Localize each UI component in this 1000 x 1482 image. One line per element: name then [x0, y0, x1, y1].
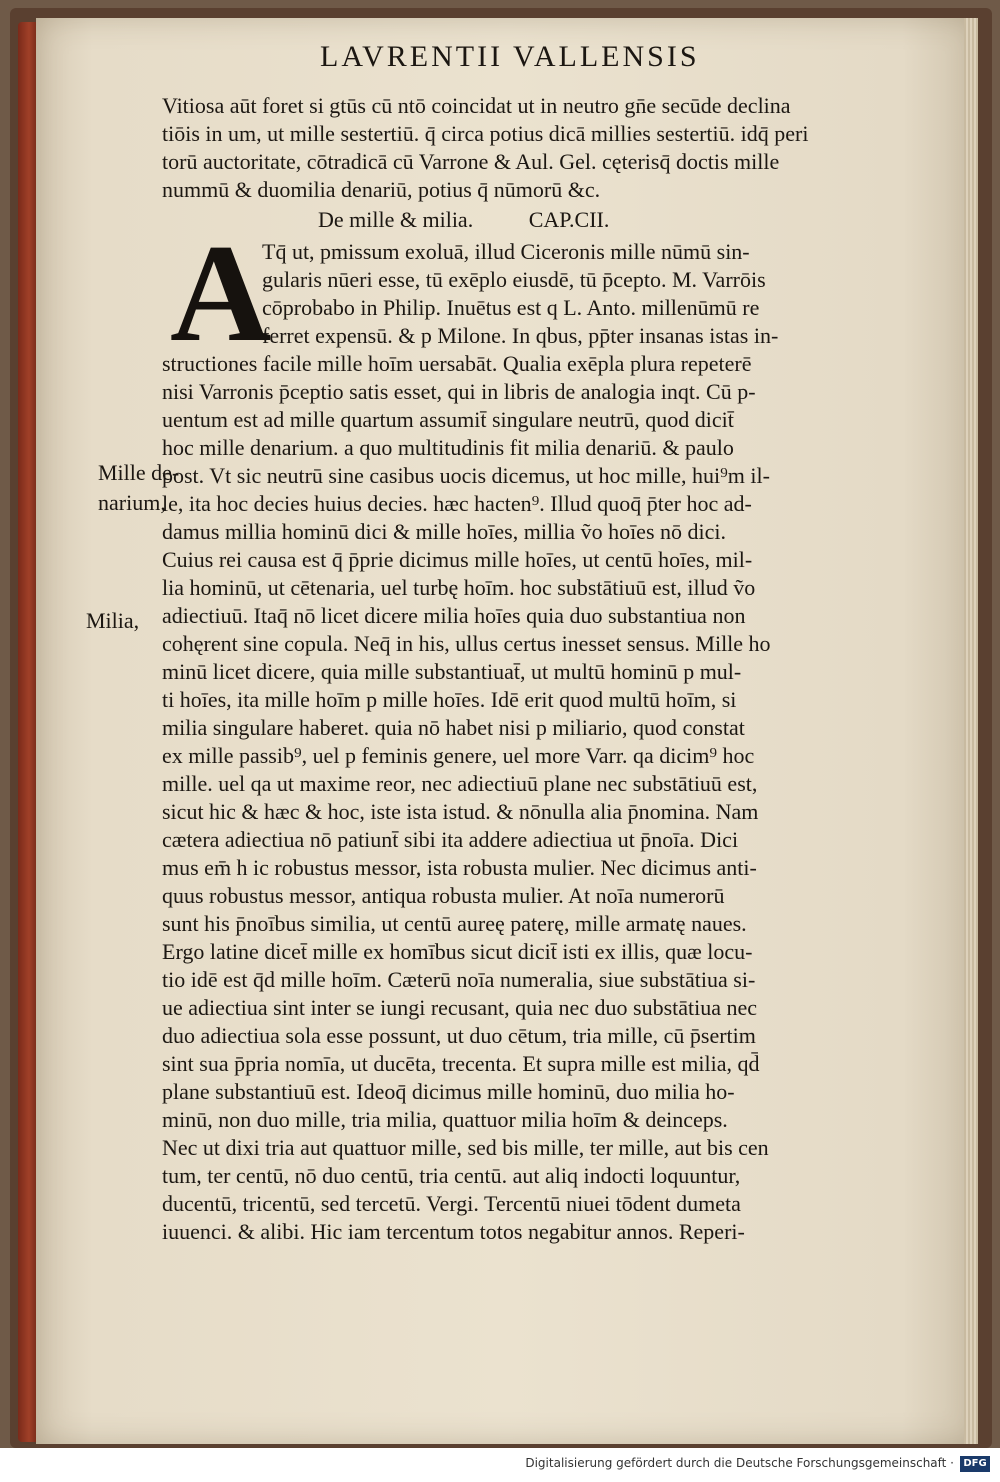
dfg-logo: DFG — [960, 1456, 990, 1472]
margin-note-line: Mille de- — [98, 460, 180, 485]
text-line: Cuius rei causa est q̄ p̄prie dicimus mille hoīes, ut centū hoīes, mil- — [162, 547, 753, 572]
text-line: uentum est ad mille quartum assumit̄ singulare neutrū, quod dicit̄ — [162, 407, 734, 432]
text-line: structiones facile mille hoīm uersabāt. Qualia exēpla plura repeterē — [162, 351, 752, 376]
text-line: milia singulare haberet. quia nō habet nisi p miliario, quod constat — [162, 715, 745, 740]
text-line: damus millia hominū dici & mille hoīes, millia ṽo hoīes nō dici. — [162, 519, 726, 544]
text-line: tum, ter centū, nō duo centū, tria centū. aut aliq indocti loquuntur, — [162, 1163, 741, 1188]
chapter-number: CAP.CII. — [528, 207, 610, 232]
text-line: ti hoīes, ita mille hoīm p mille hoīes. Idē erit quod multū hoīm, si — [162, 687, 737, 712]
text-line: nummū & duomilia denariū, potius q̄ nūmorū &c. — [162, 177, 601, 202]
text-line: gularis nūeri esse, tū exēplo eiusdē, tū p̄cepto. M. Varrōis — [262, 267, 766, 292]
text-line: cohęrent sine copula. Neq̄ in his, ullus certus inesset sensus. Mille ho — [162, 631, 771, 656]
digitization-footer — [0, 1448, 1000, 1482]
text-line: Nec ut dixi tria aut quattuor mille, sed bis mille, ter mille, aut bis cen — [162, 1135, 769, 1160]
running-head: LAVRENTII VALLENSIS — [320, 40, 700, 73]
main-text-block — [162, 92, 932, 1246]
text-line: plane substantiuū est. Ideoq̄ dicimus mille hominū, duo milia ho- — [162, 1079, 735, 1104]
text-line: lia hominū, ut cētenaria, uel turbę hoīm. hoc substātiuū est, illud ṽo — [162, 575, 756, 600]
text-line: ferret expensū. & p Milone. In qbus, pp̄ter insanas istas in- — [262, 323, 779, 348]
text-line: mille. uel qa ut maxime reor, nec adiectiuū plane nec substātiuū est, — [162, 771, 758, 796]
text-line: minū licet dicere, quia mille substantiuat̄, ut multū hominū p mul- — [162, 659, 742, 684]
text-line: ue adiectiua sint inter se iungi recusant, quia nec duo substātiua nec — [162, 995, 758, 1020]
text-line: tiōis in um, ut mille sestertiū. q̄ circa potius dicā millies sestertiū. idq̄ peri — [162, 121, 809, 146]
text-line: nisi Varronis p̄ceptio satis esset, qui in libris de analogia inqt. Cū p- — [162, 379, 756, 404]
text-line: cōprobabo in Philip. Inuētus est q L. Anto. millenūmū re — [262, 295, 760, 320]
page-edge — [964, 18, 978, 1444]
body-paragraph — [162, 350, 932, 1246]
text-line: sint sua p̄pria nomīa, ut ducēta, trecenta. Et supra mille est milia, qd̄ — [162, 1051, 760, 1076]
text-line: duo adiectiua sola esse possunt, ut duo cētum, tria mille, cū p̄sertim — [162, 1023, 756, 1048]
text-line: hoc mille denarium. a quo multitudinis fit milia denariū. & paulo — [162, 435, 734, 460]
text-line: tio idē est q̄d mille hoīm. Cæterū noīa numeralia, siue substātiua si- — [162, 967, 756, 992]
text-line: post. Vt sic neutrū sine casibus uocis dicemus, ut hoc mille, hui⁹m il- — [162, 463, 770, 488]
text-line: minū, non duo mille, tria milia, quattuor milia hoīm & deinceps. — [162, 1107, 728, 1132]
intro-paragraph — [162, 92, 932, 204]
margin-note-milia: Milia, — [86, 608, 140, 633]
chapter-title: De mille & milia. — [318, 207, 474, 232]
text-line: Tq̄ ut, pmissum exoluā, illud Ciceronis mille nūmū sin- — [262, 239, 750, 264]
margin-note-line: narium, — [98, 490, 166, 515]
text-line: Ergo latine dicet̄ mille ex homībus sicut dicit̄ isti ex illis, quæ locu- — [162, 939, 753, 964]
text-line: mus em̄ h ic robustus messor, ista robusta mulier. Nec dicimus anti- — [162, 855, 757, 880]
footer-credit: Digitalisierung gefördert durch die Deutsche Forschungsgemeinschaft · — [525, 1456, 954, 1470]
text-line: sunt his p̄noībus similia, ut centū aureę paterę, mille armatę naues. — [162, 911, 747, 936]
text-line: ex mille passib⁹, uel p feminis genere, uel more Varr. qa dicim⁹ hoc — [162, 743, 755, 768]
text-line: le, ita hoc decies huius decies. hæc hacten⁹. Illud quoq̄ p̄ter hoc ad- — [162, 491, 752, 516]
text-line: sicut hic & hæc & hoc, iste ista istud. & nōnulla alia p̄nomina. Nam — [162, 799, 759, 824]
text-line: Vitiosa aūt foret si gtūs cū ntō coincidat ut in neutro gn̄e secūde declina — [162, 93, 791, 118]
text-line: iuuenci. & alibi. Hic iam tercentum totos negabitur annos. Reperi- — [162, 1219, 745, 1244]
text-line: adiectiuū. Itaq̄ nō licet dicere milia hoīes quia duo substantiua non — [162, 603, 746, 628]
text-line: cætera adiectiua nō patiunt̄ sibi ita addere adiectiua ut p̄noīa. Dici — [162, 827, 739, 852]
chapter-heading — [162, 206, 932, 234]
text-line: ducentū, tricentū, sed tercetū. Vergi. Tercentū niuei tōdent dumeta — [162, 1191, 741, 1216]
text-line: quus robustus messor, antiqua robusta mulier. At noīa numerorū — [162, 883, 725, 908]
drop-initial: A — [170, 216, 272, 371]
text-line: torū auctoritate, cōtradicā cū Varrone & Aul. Gel. cęterisq̄ doctis mille — [162, 149, 780, 174]
